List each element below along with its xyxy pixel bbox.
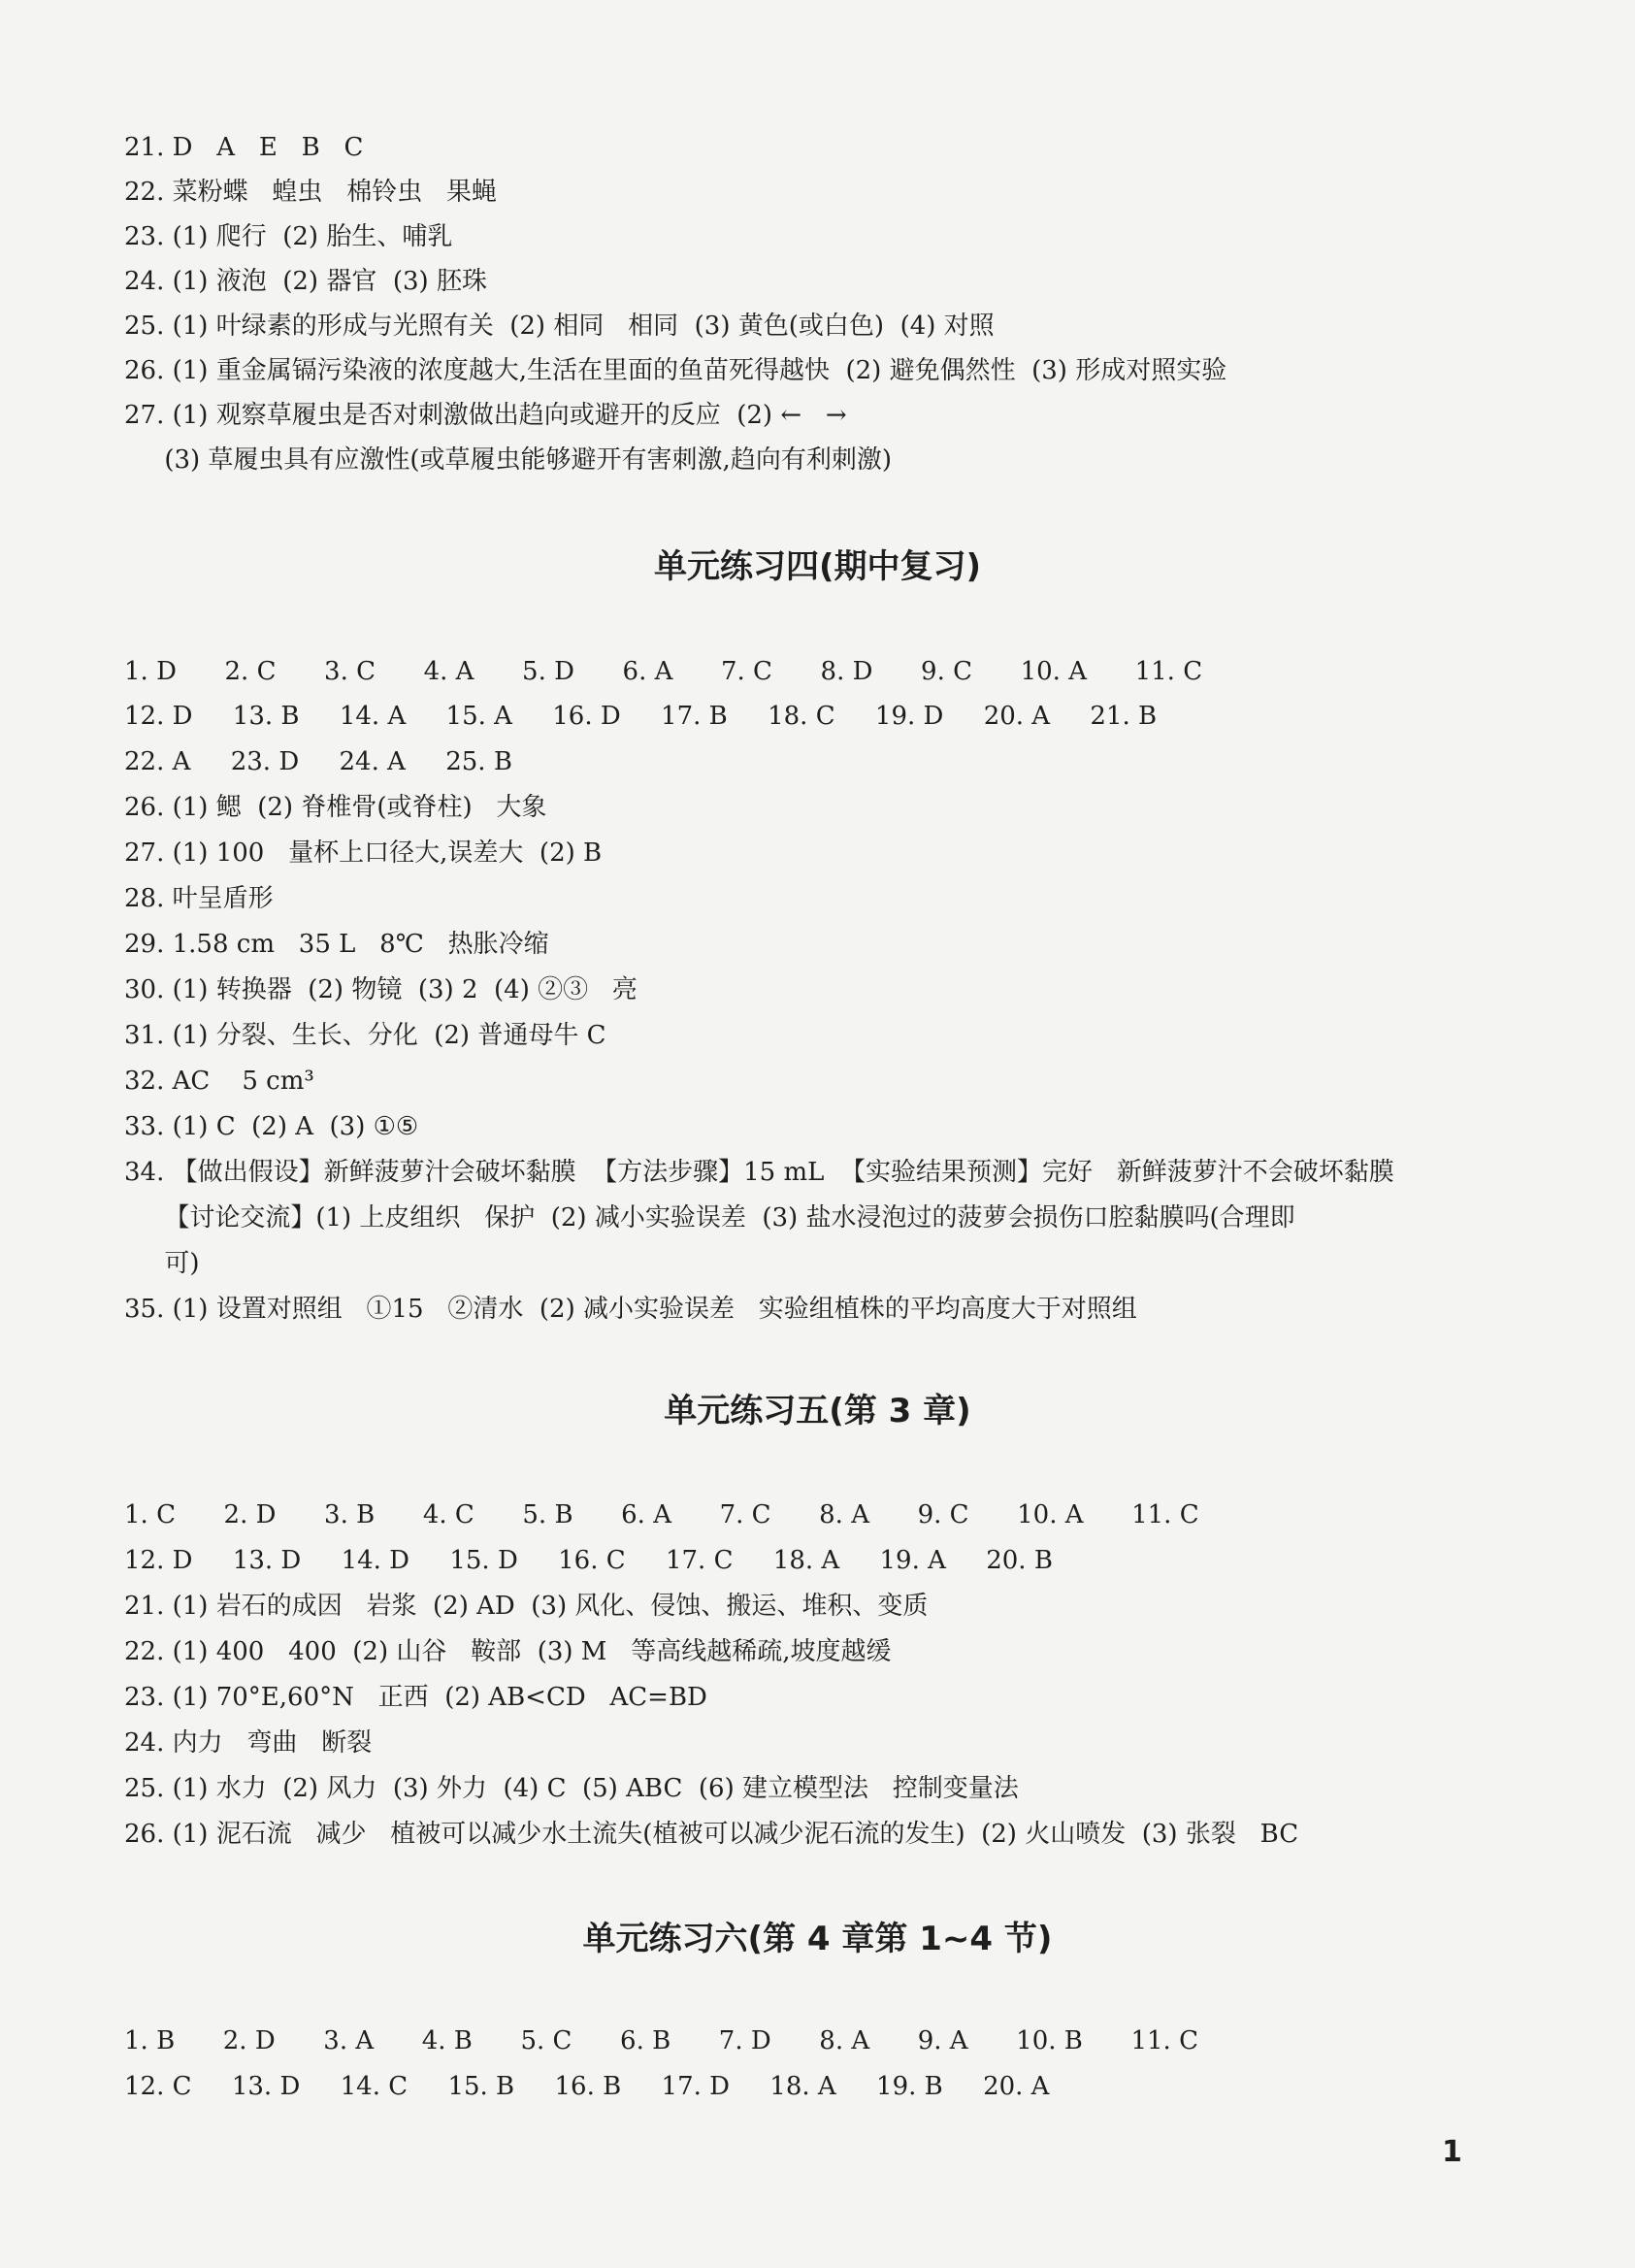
answer-line: 30. (1) 转换器 (2) 物镜 (3) 2 (4) ②③ 亮 — [124, 975, 638, 1004]
section-title-5: 单元练习五(第 3 章) — [664, 1392, 971, 1430]
answer-line: (3) 草履虫具有应激性(或草履虫能够避开有害刺激,趋向有利刺激) — [124, 445, 892, 475]
answer-line: 1. C 2. D 3. B 4. C 5. B 6. A 7. C 8. A 9. C 10. A 11. C — [124, 1500, 1199, 1529]
answer-line: 1. B 2. D 3. A 4. B 5. C 6. B 7. D 8. A 9. A 10. B 11. C — [124, 2026, 1198, 2055]
answer-line: 22. A 23. D 24. A 25. B — [124, 747, 512, 776]
answer-line: 23. (1) 70°E,60°N 正西 (2) AB<CD AC=BD — [124, 1683, 707, 1712]
answer-line: 28. 叶呈盾形 — [124, 884, 274, 913]
answer-line: 27. (1) 观察草履虫是否对刺激做出趋向或避开的反应 (2) ← → — [124, 401, 847, 430]
page-number: 1 — [1442, 2135, 1462, 2169]
answer-line: 12. D 13. B 14. A 15. A 16. D 17. B 18. C 19. D 20. A 21. B — [124, 702, 1158, 731]
answer-line: 可) — [124, 1249, 200, 1278]
answer-line: 26. (1) 泥石流 减少 植被可以减少水土流失(植被可以减少泥石流的发生) (2) 火山喷发 (3) 张裂 BC — [124, 1820, 1299, 1849]
answer-line: 22. 菜粉蝶 蝗虫 棉铃虫 果蝇 — [124, 178, 497, 207]
answer-line: 24. 内力 弯曲 断裂 — [124, 1728, 373, 1758]
answer-line: 【讨论交流】(1) 上皮组织 保护 (2) 减小实验误差 (3) 盐水浸泡过的菠萝会损伤口腔黏膜吗(合理即 — [124, 1203, 1295, 1233]
answer-line: 25. (1) 叶绿素的形成与光照有关 (2) 相同 相同 (3) 黄色(或白色) (4) 对照 — [124, 312, 995, 341]
answer-line: 25. (1) 水力 (2) 风力 (3) 外力 (4) C (5) ABC (6) 建立模型法 控制变量法 — [124, 1774, 1019, 1803]
answer-line: 12. D 13. D 14. D 15. D 16. C 17. C 18. A 19. A 20. B — [124, 1546, 1053, 1575]
answer-line: 22. (1) 400 400 (2) 山谷 鞍部 (3) M 等高线越稀疏,坡度越缓 — [124, 1637, 892, 1666]
answer-line: 24. (1) 液泡 (2) 器官 (3) 胚珠 — [124, 267, 487, 296]
answer-line: 32. AC 5 cm³ — [124, 1067, 314, 1096]
answer-line: 29. 1.58 cm 35 L 8℃ 热胀冷缩 — [124, 930, 549, 959]
section-title-6: 单元练习六(第 4 章第 1~4 节) — [582, 1920, 1053, 1958]
answer-line: 21. (1) 岩石的成因 岩浆 (2) AD (3) 风化、侵蚀、搬运、堆积、变质 — [124, 1592, 929, 1621]
answer-line: 27. (1) 100 量杯上口径大,误差大 (2) B — [124, 838, 603, 868]
answer-line: 31. (1) 分裂、生长、分化 (2) 普通母牛 C — [124, 1021, 606, 1050]
answer-line: 26. (1) 重金属镉污染液的浓度越大,生活在里面的鱼苗死得越快 (2) 避免偶然性 (3) 形成对照实验 — [124, 356, 1227, 385]
answer-line: 21. D A E B C — [124, 133, 364, 162]
answer-line: 23. (1) 爬行 (2) 胎生、哺乳 — [124, 222, 453, 251]
answer-line: 26. (1) 鳃 (2) 脊椎骨(或脊柱) 大象 — [124, 793, 547, 822]
answer-line: 33. (1) C (2) A (3) ①⑤ — [124, 1112, 419, 1141]
answer-line: 12. C 13. D 14. C 15. B 16. B 17. D 18. A 19. B 20. A — [124, 2072, 1050, 2101]
answer-line: 34. 【做出假设】新鲜菠萝汁会破坏黏膜 【方法步骤】15 mL 【实验结果预测】完好 新鲜菠萝汁不会破坏黏膜 — [124, 1158, 1394, 1187]
answer-line: 1. D 2. C 3. C 4. A 5. D 6. A 7. C 8. D 9. C 10. A 11. C — [124, 657, 1203, 686]
answer-line: 35. (1) 设置对照组 ①15 ②清水 (2) 减小实验误差 实验组植株的平均高度大于对照组 — [124, 1295, 1137, 1324]
section-title-4: 单元练习四(期中复习) — [653, 547, 982, 586]
